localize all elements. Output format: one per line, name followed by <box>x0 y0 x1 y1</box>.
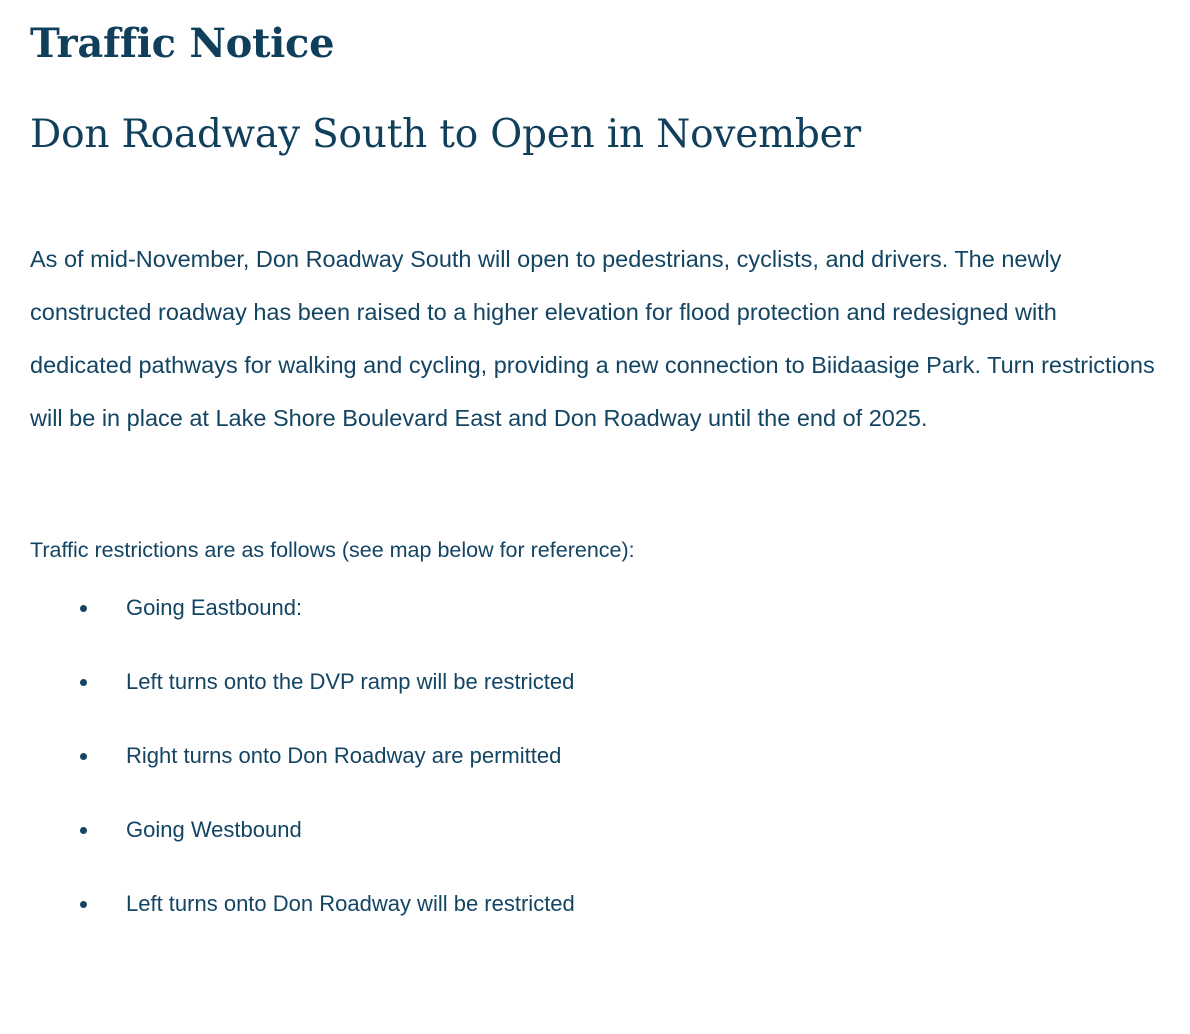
list-item-label: Left turns onto the DVP ramp will be restricted <box>126 668 575 694</box>
page-title: Don Roadway South to Open in November <box>30 112 861 157</box>
list-item-label: Going Westbound <box>126 816 302 842</box>
list-item <box>30 815 1160 845</box>
restrictions-list <box>30 565 1160 919</box>
intro-paragraph: As of mid-November, Don Roadway South will open to pedestrians, cyclists, and drivers. The newly constructed roadway has been raised to a higher elevation for flood protection and redesigned with dedicated pathways for walking and cycling, providing a new connection to Biidaasige Park. Turn restrictions will be in place at Lake Shore Boulevard East and Don Roadway until the end of 2025. <box>30 245 1155 431</box>
list-item-label: Going Eastbound: <box>126 594 303 620</box>
restrictions-lead-in: Traffic restrictions are as follows (see map below for reference): <box>30 537 635 562</box>
list-item-label: Right turns onto Don Roadway are permitted <box>126 742 562 768</box>
page-eyebrow-title: Traffic Notice <box>30 20 335 67</box>
list-item <box>30 889 1160 919</box>
list-item <box>30 741 1160 771</box>
list-item-label: Left turns onto Don Roadway will be restricted <box>126 890 575 916</box>
list-item <box>30 667 1160 697</box>
list-item <box>30 593 1160 623</box>
